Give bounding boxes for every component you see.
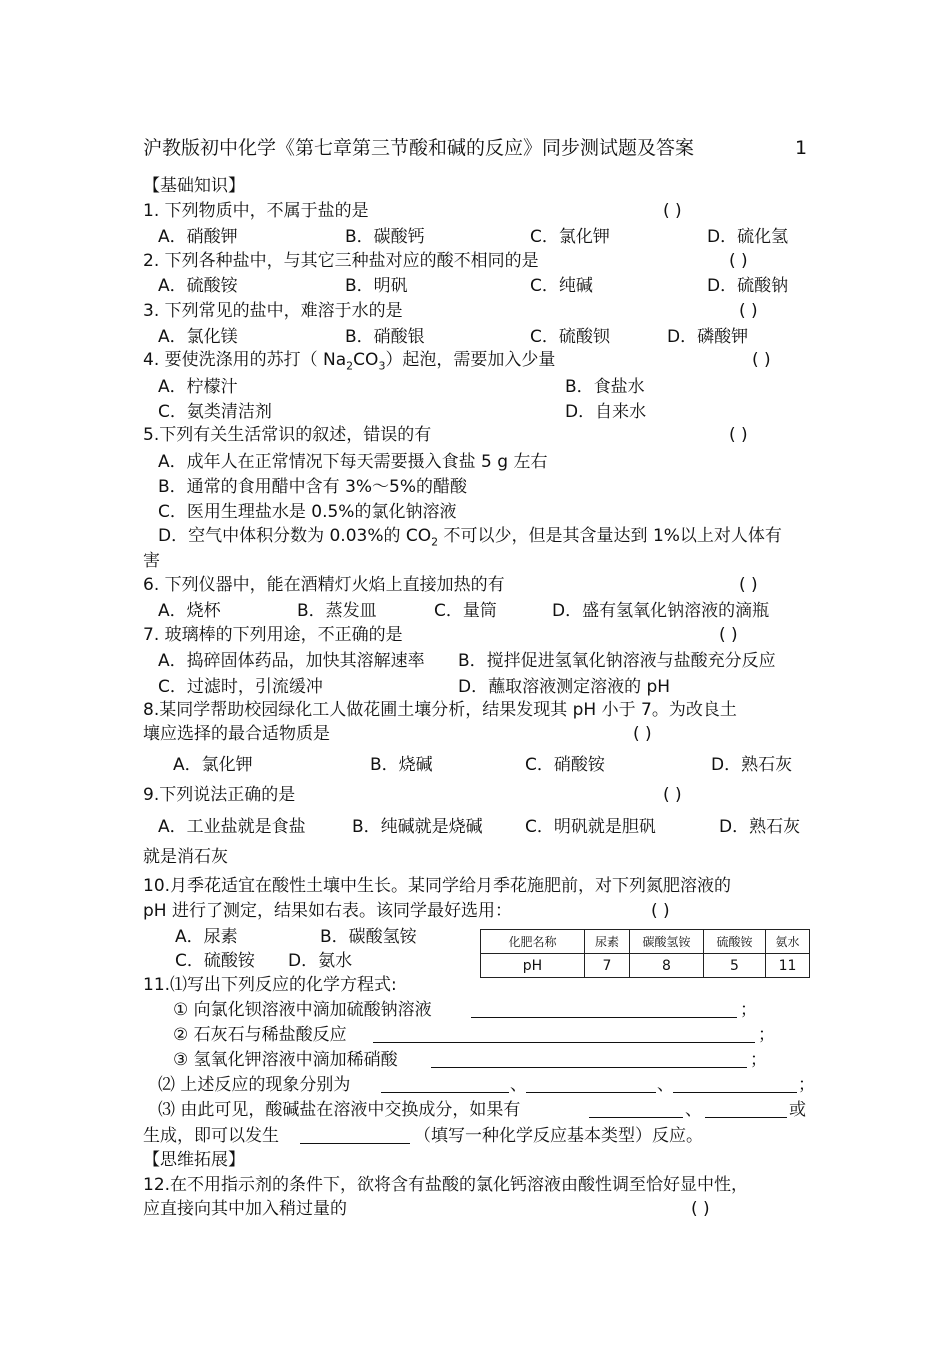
answer-bracket: ( ) [663,785,682,805]
answer-bracket: ( ) [651,901,670,921]
option: C．量筒 [434,601,497,621]
punctuation: ； [798,1075,815,1095]
option: A．柠檬汁 [158,377,238,397]
option: D．熟石灰 [711,755,793,775]
page-number: 1 [795,137,808,159]
question-10-stem-cont: pH 进行了测定，结果如右表。该同学最好选用： [143,901,512,921]
punctuation: ； [750,1050,767,1070]
option: C．纯碱 [530,276,593,296]
option: A．硫酸铵 [158,276,238,296]
option-continuation: 就是消石灰 [143,847,228,867]
table-row [481,930,810,954]
option: A．烧杯 [158,601,221,621]
table-cell: 硫酸铵 [704,930,766,954]
question-12-stem: 12.在不用指示剂的条件下，欲将含有盐酸的氯化钙溶液由酸性调至恰好显中性， [143,1175,749,1195]
option: D．熟石灰 [719,817,801,837]
punctuation: 、 [685,1100,702,1120]
question-11-part-3-cont: 生成，即可以发生 [143,1126,279,1146]
option: A．尿素 [175,927,238,947]
table-cell: 碳酸氢铵 [630,930,704,954]
question-9-stem: 9.下列说法正确的是 [143,785,296,805]
answer-bracket: ( ) [729,425,748,445]
answer-blank[interactable] [431,1050,747,1068]
answer-bracket: ( ) [739,575,758,595]
option: B．搅拌促进氢氧化钠溶液与盐酸充分反应 [458,651,776,671]
option: D．硫酸钠 [707,276,789,296]
question-11-part-2: ⑵ 上述反应的现象分别为 [158,1075,351,1095]
answer-bracket: ( ) [719,625,738,645]
question-11-item-2: ② 石灰石与稀盐酸反应 [173,1025,347,1045]
question-2-stem: 2. 下列各种盐中，与其它三种盐对应的酸不相同的是 [143,251,539,271]
option: B．纯碱就是烧碱 [352,817,483,837]
option: C．氨类清洁剂 [158,402,272,422]
ph-table [480,929,810,978]
answer-blank[interactable] [300,1126,410,1144]
table-cell: 5 [704,954,766,978]
option: B．食盐水 [565,377,645,397]
question-5-stem: 5.下列有关生活常识的叙述，错误的有 [143,425,432,445]
option: C．过滤时，引流缓冲 [158,677,323,697]
question-7-stem: 7. 玻璃棒的下列用途，不正确的是 [143,625,403,645]
question-3-stem: 3. 下列常见的盐中，难溶于水的是 [143,301,403,321]
question-8-stem: 8.某同学帮助校园绿化工人做花圃土壤分析，结果发现其 pH 小于 7。为改良土 [143,700,737,720]
question-11-part-3-tail: （填写一种化学反应基本类型）反应。 [414,1126,703,1146]
option: B．碳酸氢铵 [320,927,417,947]
option: C．硫酸铵 [175,951,255,971]
option: D．盛有氢氧化钠溶液的滴瓶 [552,601,770,621]
option: B．蒸发皿 [297,601,377,621]
option: B．明矾 [345,276,408,296]
answer-blank[interactable] [381,1075,509,1093]
option: B．通常的食用醋中含有 3%～5%的醋酸 [158,477,468,497]
question-11-item-1: ① 向氯化钡溶液中滴加硫酸钠溶液 [173,1000,432,1020]
option: C．明矾就是胆矾 [525,817,656,837]
punctuation: 、 [510,1075,527,1095]
option: D．磷酸钾 [667,327,749,347]
answer-bracket: ( ) [729,251,748,271]
answer-bracket: ( ) [691,1199,710,1219]
table-cell: pH [481,954,585,978]
option: B．烧碱 [370,755,433,775]
answer-bracket: ( ) [633,724,652,744]
answer-blank[interactable] [471,1000,737,1018]
answer-blank[interactable] [705,1100,787,1118]
question-11-stem: 11.⑴写出下列反应的化学方程式: [143,975,397,995]
punctuation: ； [758,1025,775,1045]
page-title: 沪教版初中化学《第七章第三节酸和碱的反应》同步测试题及答案 [143,137,695,159]
question-10-stem: 10.月季花适宜在酸性土壤中生长。某同学给月季花施肥前，对下列氮肥溶液的 [143,876,732,896]
question-11-part-3: ⑶ 由此可见，酸碱盐在溶液中交换成分，如果有 [158,1100,521,1120]
option: C．硫酸钡 [530,327,610,347]
table-cell: 8 [630,954,704,978]
question-6-stem: 6. 下列仪器中，能在酒精灯火焰上直接加热的有 [143,575,505,595]
option: A．氯化钾 [173,755,253,775]
table-cell: 11 [766,954,810,978]
question-4-stem: 4. 要使洗涤用的苏打（ $Na_2CO_3$）起泡，需要加入少量 [143,350,556,373]
section-heading-basic: 【基础知识】 [143,176,245,196]
option: D．氨水 [288,951,353,971]
option-continuation: 害 [143,551,160,571]
punctuation: 、 [657,1075,674,1095]
table-cell: 氨水 [766,930,810,954]
option: D．自来水 [565,402,647,422]
option: A．捣碎固体药品，加快其溶解速率 [158,651,425,671]
answer-bracket: ( ) [739,301,758,321]
option: B．硝酸银 [345,327,425,347]
option: A．成年人在正常情况下每天需要摄入食盐 5 g 左右 [158,452,548,472]
answer-bracket: ( ) [663,201,682,221]
table-cell: 尿素 [585,930,630,954]
section-heading-extend: 【思维拓展】 [143,1150,245,1170]
answer-blank[interactable] [589,1100,683,1118]
option: D．硫化氢 [707,227,789,247]
answer-bracket: ( ) [752,350,771,370]
option: D．蘸取溶液测定溶液的 pH [458,677,671,697]
punctuation: 或 [789,1100,806,1120]
option: C．硝酸铵 [525,755,605,775]
answer-blank[interactable] [673,1075,797,1093]
answer-blank[interactable] [526,1075,656,1093]
option: A．工业盐就是食盐 [158,817,306,837]
table-cell: 7 [585,954,630,978]
option: D．空气中体积分数为 0.03%的 $CO_2$ 不可以少，但是其含量达到 1%以上对人体有 [158,526,782,549]
option: C．氯化钾 [530,227,610,247]
question-11-item-3: ③ 氢氧化钾溶液中滴加稀硝酸 [173,1050,398,1070]
table-row [481,954,810,978]
option: A．硝酸钾 [158,227,238,247]
question-8-stem-cont: 壤应选择的最合适物质是 [143,724,330,744]
option: C．医用生理盐水是 0.5%的氯化钠溶液 [158,502,457,522]
option: A．氯化镁 [158,327,238,347]
punctuation: ； [740,1000,757,1020]
question-1-stem: 1. 下列物质中，不属于盐的是 [143,201,369,221]
table-cell: 化肥名称 [481,930,585,954]
option: B．碳酸钙 [345,227,425,247]
question-12-stem-cont: 应直接向其中加入稍过量的 [143,1199,347,1219]
answer-blank[interactable] [373,1025,755,1043]
